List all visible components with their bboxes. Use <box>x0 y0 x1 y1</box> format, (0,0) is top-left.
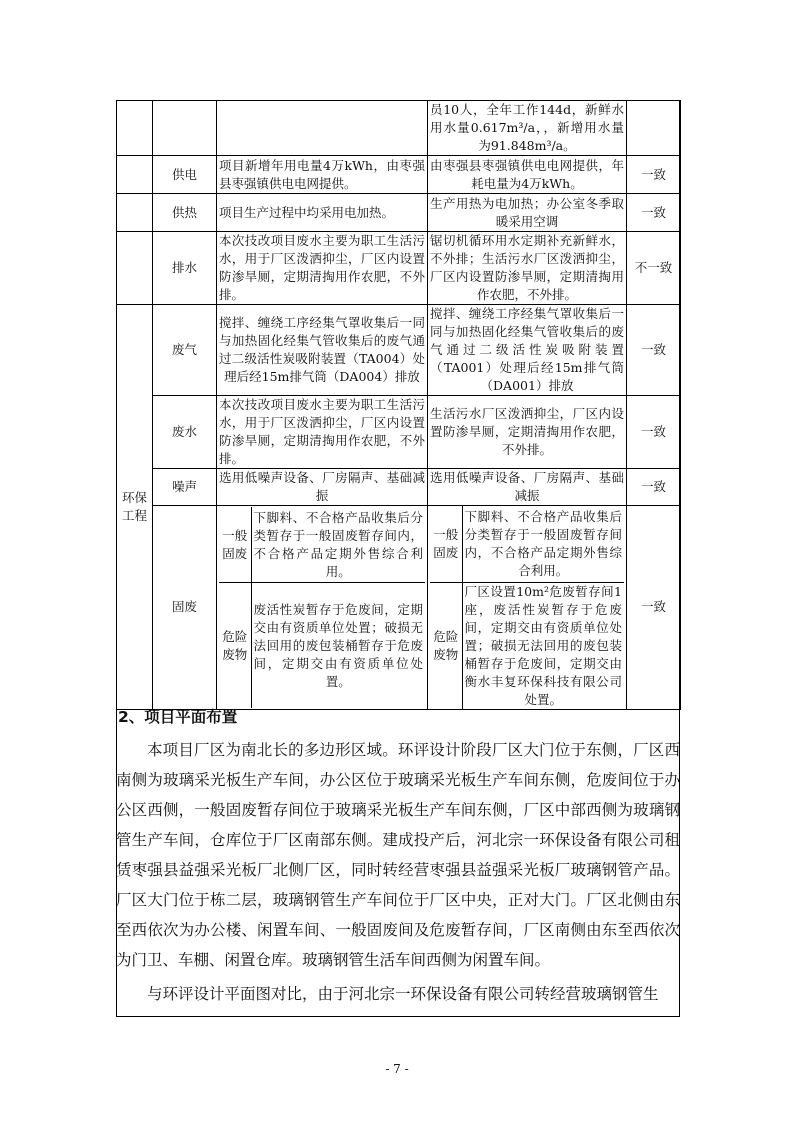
solid-design-cell <box>217 506 428 710</box>
general-waste-actual: 下脚料、不合格产品收集后分类暂存于一般固废暂存间内，不合格产品定期外售综合利用。 <box>464 508 622 578</box>
table-row <box>117 469 681 506</box>
table-row-solid-waste <box>117 506 681 710</box>
table-row <box>117 305 681 396</box>
solid-actual-subtable <box>430 506 624 709</box>
item-cell: 废气 <box>153 305 217 396</box>
result-cell: 一致 <box>627 506 681 710</box>
actual-cell: 生活污水厂区泼洒抑尘，厂区内设置防渗旱厕，定期清掏用作农肥，不外排。 <box>428 396 627 469</box>
page-number: - 7 - <box>385 1062 409 1076</box>
item-cell: 废水 <box>153 396 217 469</box>
result-cell: 不一致 <box>627 232 681 305</box>
actual-cell: 锯切机循环用水定期补充新鲜水，不外排；生活污水厂区泼洒抑尘，厂区内设置防渗旱厕，定期清掏用作农肥，不外排。 <box>428 232 627 305</box>
item-cell: 噪声 <box>153 469 217 506</box>
item-cell <box>153 101 217 156</box>
table-row <box>117 232 681 305</box>
result-cell: 一致 <box>627 194 681 232</box>
item-cell: 供热 <box>153 194 217 232</box>
hazard-waste-label: 危险废物 <box>430 582 462 709</box>
item-cell: 供电 <box>153 156 217 194</box>
design-cell: 本次技改项目废水主要为职工生活污水，用于厂区泼洒抑尘，厂区内设置防渗旱厕，定期清掏用作农肥，不外排。 <box>217 396 428 469</box>
design-cell: 项目生产过程中均采用电加热。 <box>217 194 428 232</box>
item-cell: 排水 <box>153 232 217 305</box>
item-cell: 固废 <box>153 506 217 710</box>
table-cell-empty <box>117 194 153 232</box>
design-cell: 选用低噪声设备、厂房隔声、基础减振 <box>217 469 428 506</box>
actual-cell: 由枣强县枣强镇供电电网提供，年耗电量为4万kWh。 <box>428 156 627 194</box>
design-cell <box>217 101 428 156</box>
actual-cell: 搅拌、缠绕工序经集气罩收集后一同与加热固化经集气管收集后的废气通过二级活性炭吸附装置（TA001）处理后经15m排气筒（DA001）排放 <box>428 305 627 396</box>
design-cell: 搅拌、缠绕工序经集气罩收集后一同与加热固化经集气管收集后的废气通过二级活性炭吸附装置（TA004）处理后经15m排气筒（DA004）排放 <box>217 305 428 396</box>
result-cell: 一致 <box>627 305 681 396</box>
result-cell: 一致 <box>627 396 681 469</box>
table-row <box>117 156 681 194</box>
comparison-table <box>116 100 681 710</box>
hazard-waste-design: 废活性炭暂存于危废间，定期交由有资质单位处置；破损无法回用的废包装桶暂存于危废间，定期交由有资质单位处置。 <box>251 583 425 708</box>
group-cell-env: 环保工程 <box>117 305 153 710</box>
hazard-waste-label: 危险废物 <box>219 583 251 708</box>
section-heading: 2、项目平面布置 <box>118 708 238 726</box>
hazard-waste-actual: 厂区设置10m²危废暂存间1座，废活性炭暂存于危废间，定期交由有资质单位处置；破损无法回用的废包装桶暂存于危废间，定期交由衡水丰复环保科技有限公司处置。 <box>462 582 624 709</box>
solid-design-subtable <box>219 507 425 708</box>
table-cell-empty <box>117 156 153 194</box>
solid-actual-cell <box>428 506 627 710</box>
body-paragraph: 本项目厂区为南北长的多边形区域。环评设计阶段厂区大门位于东侧，厂区西南侧为玻璃采光板生产车间，办公区位于玻璃采光板生产车间东侧，危废间位于办公区西侧，一般固废暂存间位于玻璃采光板生产车间东侧，厂区中部西侧为玻璃钢管生产车间，仓库位于厂区南部东侧。建成投产后，河北宗一环保设备有限公司租赁枣强县益强采光板厂北侧厂区，同时转经营枣强县益强采光板厂玻璃钢管产品。厂区大门位于栋二层，玻璃钢管生产车间位于厂区中央，正对大门。厂区北侧由东至西依次为办公楼、闲置车间、一般固废间及危废暂存间，厂区南侧由东至西依次为门卫、车棚、闲置仓库。玻璃钢管生活车间西侧为闲置车间。 <box>116 741 680 969</box>
actual-cell: 生产用热为电加热；办公室冬季取暖采用空调 <box>428 194 627 232</box>
design-cell: 项目新增年用电量4万kWh，由枣强县枣强镇供电电网提供。 <box>217 156 428 194</box>
table-row <box>117 396 681 469</box>
general-waste-design: 下脚料、不合格产品收集后分类暂存于一般固废暂存间内，不合格产品定期外售综合利用。 <box>253 509 423 579</box>
table-row <box>117 101 681 156</box>
general-waste-label: 一般固废 <box>430 506 462 582</box>
result-cell: 一致 <box>627 156 681 194</box>
result-cell: 一致 <box>627 469 681 506</box>
general-waste-label: 一般固废 <box>219 507 251 583</box>
table-cell-empty <box>117 101 153 156</box>
table-cell-empty <box>117 232 153 305</box>
actual-cell: 选用低噪声设备、厂房隔声、基础减振 <box>428 469 627 506</box>
actual-cell: 员10人，全年工作144d，新鲜水用水量0.617m³/a，，新增用水量为91.848m³/a。 <box>428 101 627 156</box>
body-paragraph: 与环评设计平面图对比，由于河北宗一环保设备有限公司转经营玻璃钢管生 <box>147 985 659 1003</box>
result-cell <box>627 101 681 156</box>
design-cell: 本次技改项目废水主要为职工生活污水，用于厂区泼洒抑尘，厂区内设置防渗旱厕，定期清掏用作农肥，不外排。 <box>217 232 428 305</box>
table-row <box>117 194 681 232</box>
